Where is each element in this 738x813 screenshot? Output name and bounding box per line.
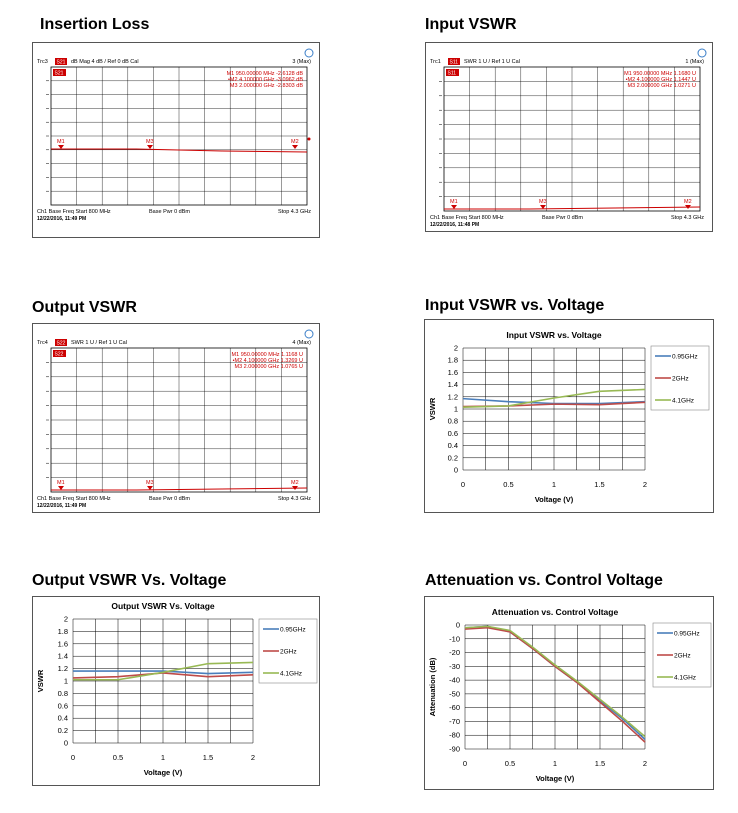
na-sparam-text: S22 — [56, 340, 66, 347]
chart-svg-output-vswr — [33, 597, 319, 785]
chart-y-tick-label: -80 — [449, 730, 460, 740]
chart-title: Output VSWR Vs. Voltage — [111, 601, 215, 611]
na-marker-tag: M3 — [539, 199, 547, 205]
chart-legend-label: 2GHz — [672, 375, 689, 383]
chart-svg-input-vswr — [425, 320, 713, 512]
na-marker-triangle — [58, 145, 64, 149]
chart-y-tick-label: 0.6 — [447, 428, 458, 438]
chart-x-tick-label: 0 — [460, 480, 466, 489]
na-marker-tag: M3 — [146, 139, 154, 145]
chart-y-tick-label: 1.4 — [447, 380, 458, 390]
na-plot-insertion-loss — [33, 43, 319, 237]
chart-output-vswr-voltage — [32, 596, 320, 786]
chart-y-tick-label: 0 — [455, 620, 460, 630]
chart-svg-attenuation — [425, 597, 713, 789]
na-marker-triangle — [451, 205, 457, 209]
chart-x-tick-label: 1 — [551, 480, 557, 489]
na-marker-triangle — [58, 486, 64, 490]
na-footer-power: Base Pwr 0 dBm — [542, 215, 583, 221]
na-marker-tag: M2 — [291, 480, 299, 486]
na-footer-channel: Ch1 Base Freq Start 800 MHz — [37, 496, 111, 502]
na-format-text: dB Mag 4 dB / Ref 0 dB Cal — [71, 59, 139, 65]
chart-legend-label: 4.1GHz — [672, 397, 695, 405]
na-marker-tag: M2 — [291, 139, 299, 145]
na-trace-number: 3 (Max) — [292, 59, 311, 65]
chart-y-tick-label: 2 — [63, 614, 68, 624]
title-insertion-loss: Insertion Loss — [40, 16, 150, 33]
chart-legend-label: 4.1GHz — [674, 674, 697, 682]
na-footer-stop: Stop 4.3 GHz — [277, 496, 311, 502]
na-marker-readout: •M2 4.100000 GHz 1.1447 U — [625, 77, 696, 83]
na-format-text: SWR 1 U / Ref 1 U Cal — [71, 340, 127, 346]
chart-y-tick-label: -90 — [449, 744, 460, 754]
chart-y-tick-label: 0.4 — [447, 441, 458, 451]
chart-y-axis-label: VSWR — [36, 669, 45, 693]
chart-y-tick-label: 0.8 — [57, 688, 68, 698]
chart-x-axis-label: Voltage (V) — [534, 495, 574, 504]
chart-x-tick-label: 1.5 — [202, 753, 214, 762]
title-input-vswr-voltage: Input VSWR vs. Voltage — [425, 297, 605, 314]
na-footer-stop: Stop 4.3 GHz — [277, 209, 311, 215]
na-sparam-text: S11 — [449, 59, 459, 66]
chart-x-tick-label: 2 — [642, 759, 648, 768]
chart-x-tick-label: 1.5 — [594, 759, 606, 768]
chart-x-tick-label: 0.5 — [504, 759, 516, 768]
na-marker-triangle — [147, 145, 153, 149]
chart-y-tick-label: 1 — [63, 676, 68, 686]
chart-y-tick-label: 0.8 — [447, 416, 458, 426]
title-output-vswr-voltage: Output VSWR Vs. Voltage — [32, 572, 227, 589]
chart-x-tick-label: 2 — [250, 753, 256, 762]
chart-legend-label: 2GHz — [674, 652, 691, 660]
title-output-vswr: Output VSWR — [32, 299, 137, 316]
chart-legend-label: 0.95GHz — [280, 626, 306, 634]
na-plot-output-vswr — [33, 324, 319, 512]
chart-y-tick-label: -10 — [449, 634, 460, 644]
chart-x-tick-label: 0.5 — [503, 480, 514, 489]
na-trace-number: 4 (Max) — [292, 340, 311, 346]
chart-y-tick-label: -70 — [449, 716, 460, 726]
na-marker-tag: M1 — [57, 480, 65, 486]
na-marker-tag: M1 — [450, 199, 458, 205]
na-footer-power: Base Pwr 0 dBm — [149, 209, 190, 215]
na-ref-marker — [308, 138, 311, 141]
na-marker-readout: M1 950.00000 MHz 1.1680 U — [624, 71, 696, 77]
chart-x-tick-label: 0 — [70, 753, 76, 762]
na-marker-readout: M1 950.00000 MHz -2.6128 dB — [226, 71, 303, 77]
chart-y-tick-label: 0.2 — [447, 453, 458, 463]
na-footer-channel: Ch1 Base Freq Start 800 MHz — [430, 215, 504, 221]
chart-title: Input VSWR vs. Voltage — [506, 330, 602, 340]
chart-y-tick-label: 1.6 — [447, 367, 458, 377]
na-marker-readout: M1 950.00000 MHz 1.1168 U — [231, 352, 303, 358]
rs-logo-icon — [305, 49, 313, 57]
na-screen-input-vswr — [425, 42, 713, 232]
na-footer-stop: Stop 4.3 GHz — [670, 215, 704, 221]
na-marker-tag: M3 — [146, 480, 154, 486]
chart-y-tick-label: 1.2 — [447, 392, 458, 402]
na-channel-text: S21 — [54, 70, 64, 77]
chart-legend-label: 0.95GHz — [672, 353, 698, 361]
na-marker-triangle — [292, 145, 298, 149]
chart-y-tick-label: 1.4 — [57, 651, 68, 661]
chart-y-tick-label: -40 — [449, 675, 460, 685]
na-trace-label: Trc3 — [37, 59, 48, 65]
chart-x-axis-label: Voltage (V) — [535, 774, 575, 783]
rs-logo-icon — [305, 330, 313, 338]
na-footer-channel: Ch1 Base Freq Start 800 MHz — [37, 209, 111, 215]
chart-y-tick-label: 1.6 — [57, 639, 68, 649]
na-footer-power: Base Pwr 0 dBm — [149, 496, 190, 502]
chart-x-tick-label: 0 — [462, 759, 468, 768]
chart-legend-label: 2GHz — [280, 648, 297, 656]
na-marker-readout: •M2 4.100000 GHz -3.0962 dB — [228, 77, 303, 83]
na-trace-number: 1 (Max) — [685, 59, 704, 65]
na-marker-tag: M1 — [57, 139, 65, 145]
chart-y-tick-label: 0.2 — [57, 726, 68, 736]
chart-x-tick-label: 1 — [160, 753, 166, 762]
chart-x-tick-label: 2 — [642, 480, 648, 489]
na-marker-tag: M2 — [684, 199, 692, 205]
chart-y-tick-label: 0.4 — [57, 713, 68, 723]
chart-legend-label: 4.1GHz — [280, 670, 303, 678]
na-footer-date: 12/22/2016, 11:49 PM — [37, 216, 87, 222]
chart-title: Attenuation vs. Control Voltage — [491, 607, 619, 617]
chart-x-tick-label: 1 — [552, 759, 558, 768]
chart-y-tick-label: 1.2 — [57, 664, 68, 674]
chart-y-tick-label: -20 — [449, 648, 460, 658]
na-trace-label: Trc1 — [430, 59, 441, 65]
na-marker-readout: M3 2.000000 GHz 1.0765 U — [234, 364, 303, 370]
chart-y-tick-label: -50 — [449, 689, 460, 699]
chart-y-tick-label: 1 — [453, 404, 458, 414]
chart-y-tick-label: -60 — [449, 703, 460, 713]
na-marker-readout: •M2 4.100000 GHz 1.3269 U — [232, 358, 303, 364]
chart-attenuation-voltage — [424, 596, 714, 790]
na-screen-insertion-loss — [32, 42, 320, 238]
chart-x-tick-label: 0.5 — [112, 753, 124, 762]
chart-y-tick-label: 1.8 — [447, 355, 458, 365]
na-screen-output-vswr — [32, 323, 320, 513]
title-attenuation-voltage: Attenuation vs. Control Voltage — [425, 572, 663, 589]
na-marker-readout: M3 2.000000 GHz 1.0271 U — [627, 83, 696, 89]
chart-y-tick-label: 0 — [63, 738, 68, 748]
chart-y-tick-label: 2 — [453, 343, 458, 353]
chart-y-axis-label: Attenuation (dB) — [428, 657, 437, 717]
chart-x-axis-label: Voltage (V) — [143, 768, 183, 777]
na-sparam-text: S21 — [56, 59, 66, 66]
rs-logo-icon — [698, 49, 706, 57]
na-marker-readout: M3 2.000000 GHz -2.8303 dB — [229, 83, 303, 89]
na-trace-label: Trc4 — [37, 340, 48, 346]
chart-y-tick-label: 0.6 — [57, 701, 68, 711]
na-footer-date: 12/22/2016, 11:49 PM — [37, 503, 87, 509]
chart-legend-label: 0.95GHz — [674, 630, 700, 638]
chart-y-tick-label: 0 — [453, 465, 458, 475]
chart-x-tick-label: 1.5 — [594, 480, 605, 489]
na-channel-text: S22 — [54, 351, 64, 358]
na-channel-text: S11 — [447, 70, 457, 77]
chart-input-vswr-voltage — [424, 319, 714, 513]
chart-y-axis-label: VSWR — [428, 397, 437, 421]
title-input-vswr: Input VSWR — [425, 16, 517, 33]
na-plot-input-vswr — [426, 43, 712, 231]
chart-y-tick-label: -30 — [449, 661, 460, 671]
chart-y-tick-label: 1.8 — [57, 626, 68, 636]
na-format-text: SWR 1 U / Ref 1 U Cal — [464, 59, 520, 65]
na-footer-date: 12/22/2016, 11:48 PM — [430, 222, 480, 228]
